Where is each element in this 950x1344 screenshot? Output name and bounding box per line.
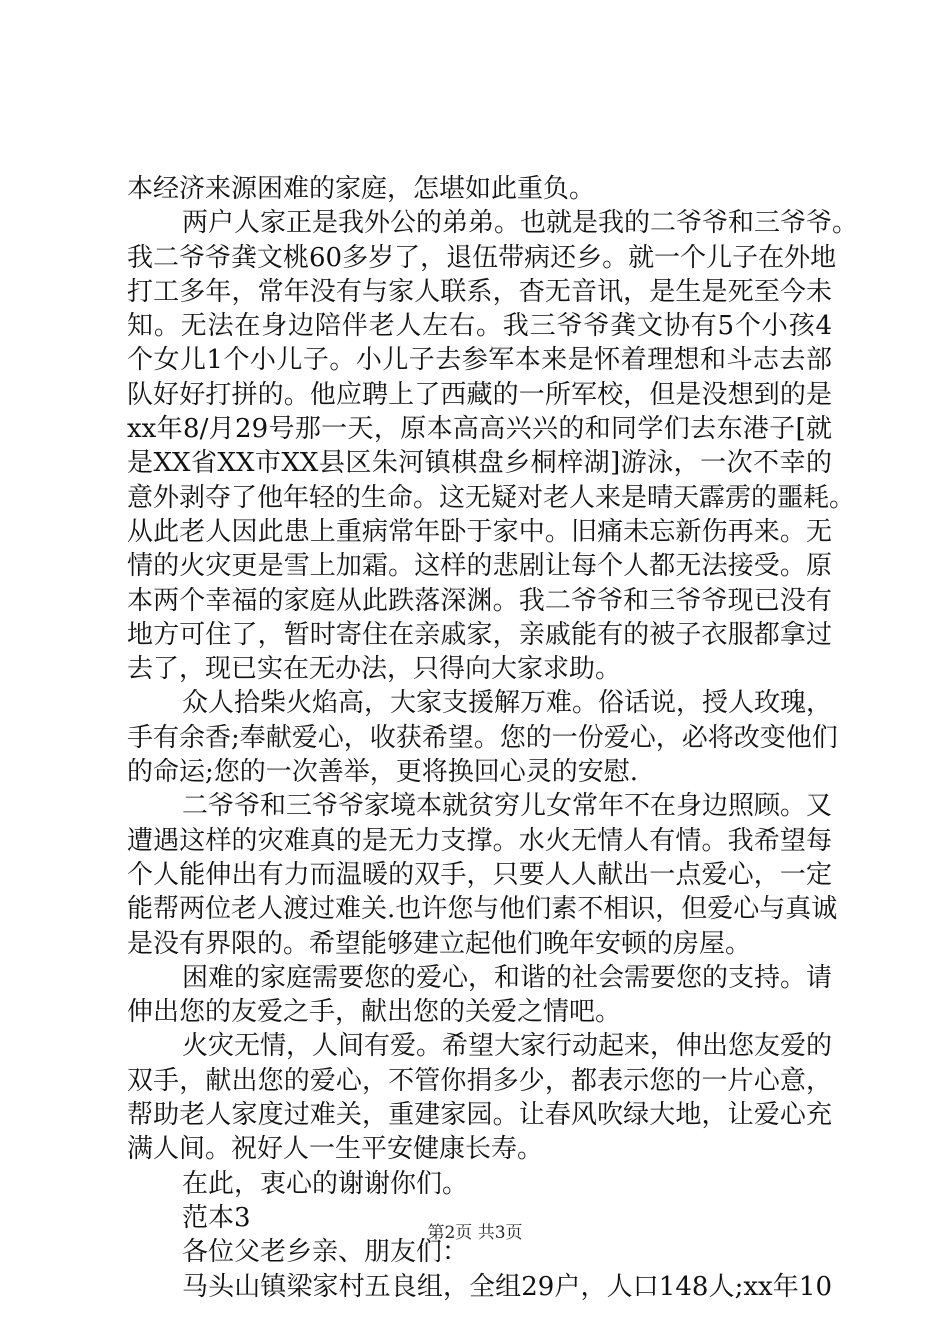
paragraph-start: 困难的家庭需要您的爱心，和谐的社会需要您的支持。请	[182, 962, 833, 993]
document-body	[127, 172, 859, 1304]
text-line: 打工多年，常年没有与家人联系，杳无音讯，是生是死至今未	[127, 276, 832, 307]
paragraph-start: 两户人家正是我外公的弟弟。也就是我的二爷爷和三爷爷。	[182, 208, 859, 239]
text-line: 从此老人因此患上重病常年卧于家中。旧痛未忘新伤再来。无	[127, 516, 832, 547]
paragraph-start: 二爷爷和三爷爷家境本就贫穷儿女常年不在身边照顾。又	[182, 791, 833, 822]
paragraph-start: 火灾无情，人间有爱。希望大家行动起来，伸出您友爱的	[182, 1031, 833, 1062]
text-line: 队好好打拼的。他应聘上了西藏的一所军校，但是没想到的是	[127, 379, 832, 410]
paragraph-start: 马头山镇梁家村五良组，全组29户，人口148人;xx年10	[182, 1271, 832, 1302]
text-line: 去了，现已实在无办法，只得向大家求助。	[127, 654, 622, 685]
text-line: 帮助老人家度过难关，重建家园。让春风吹绿大地，让爱心充	[127, 1100, 832, 1131]
text-line: 我二爷爷龚文桃60多岁了，退伍带病还乡。就一个儿子在外地	[127, 242, 837, 273]
text-line: 是XX省XX市XX县区朱河镇棋盘乡桐梓湖]游泳，一次不幸的	[127, 448, 832, 479]
text-line: 本经济来源困难的家庭，怎堪如此重负。	[127, 174, 596, 204]
salutation: 各位父老乡亲、朋友们：	[182, 1237, 469, 1268]
paragraph-start: 众人拾柴火焰高，大家支援解万难。俗话说，授人玫瑰，	[182, 688, 833, 719]
text-line: 满人间。祝好人一生平安健康长寿。	[127, 1134, 544, 1165]
text-line: 伸出您的友爱之手，献出您的关爱之情吧。	[127, 997, 622, 1028]
text-line: xx年8/月29号那一天，原本高高兴兴的和同学们去东港子[就	[127, 414, 832, 445]
text-line: 知。无法在身边陪伴老人左右。我三爷爷龚文协有5个小孩4	[127, 311, 832, 342]
text-line: 意外剥夺了他年轻的生命。这无疑对老人来是晴天霹雳的噩耗。	[127, 482, 856, 513]
paragraph-start: 在此，衷心的谢谢你们。	[182, 1168, 469, 1199]
text-line: 是没有界限的。希望能够建立起他们晚年安顿的房屋。	[127, 928, 752, 959]
text-line: 本两个幸福的家庭从此跌落深渊。我二爷爷和三爷爷现已没有	[127, 585, 832, 616]
text-line: 能帮两位老人渡过难关.也许您与他们素不相识，但爱心与真诚	[127, 894, 838, 925]
text-line: 双手，献出您的爱心，不管你捐多少，都表示您的一片心意，	[127, 1065, 832, 1096]
text-line: 手有余香;奉献爱心，收获希望。您的一份爱心，必将改变他们	[127, 722, 838, 753]
text-line: 遭遇这样的灾难真的是无力支撑。水火无情人有情。我希望每	[127, 825, 832, 856]
text-line: 的命运;您的一次善举，更将换回心灵的安慰.	[127, 757, 639, 788]
page-footer: 第2页 共3页	[427, 1223, 523, 1243]
text-line: 地方可住了，暂时寄住在亲戚家，亲戚能有的被子衣服都拿过	[127, 619, 832, 650]
section-heading: 范本3	[182, 1202, 251, 1233]
text-line: 情的火灾更是雪上加霜。这样的悲剧让每个人都无法接受。原	[127, 551, 832, 582]
text-line: 个女儿1个小儿子。小儿子去参军本来是怀着理想和斗志去部	[127, 345, 832, 376]
text-line: 个人能伸出有力而温暖的双手，只要人人献出一点爱心，一定	[127, 859, 832, 890]
